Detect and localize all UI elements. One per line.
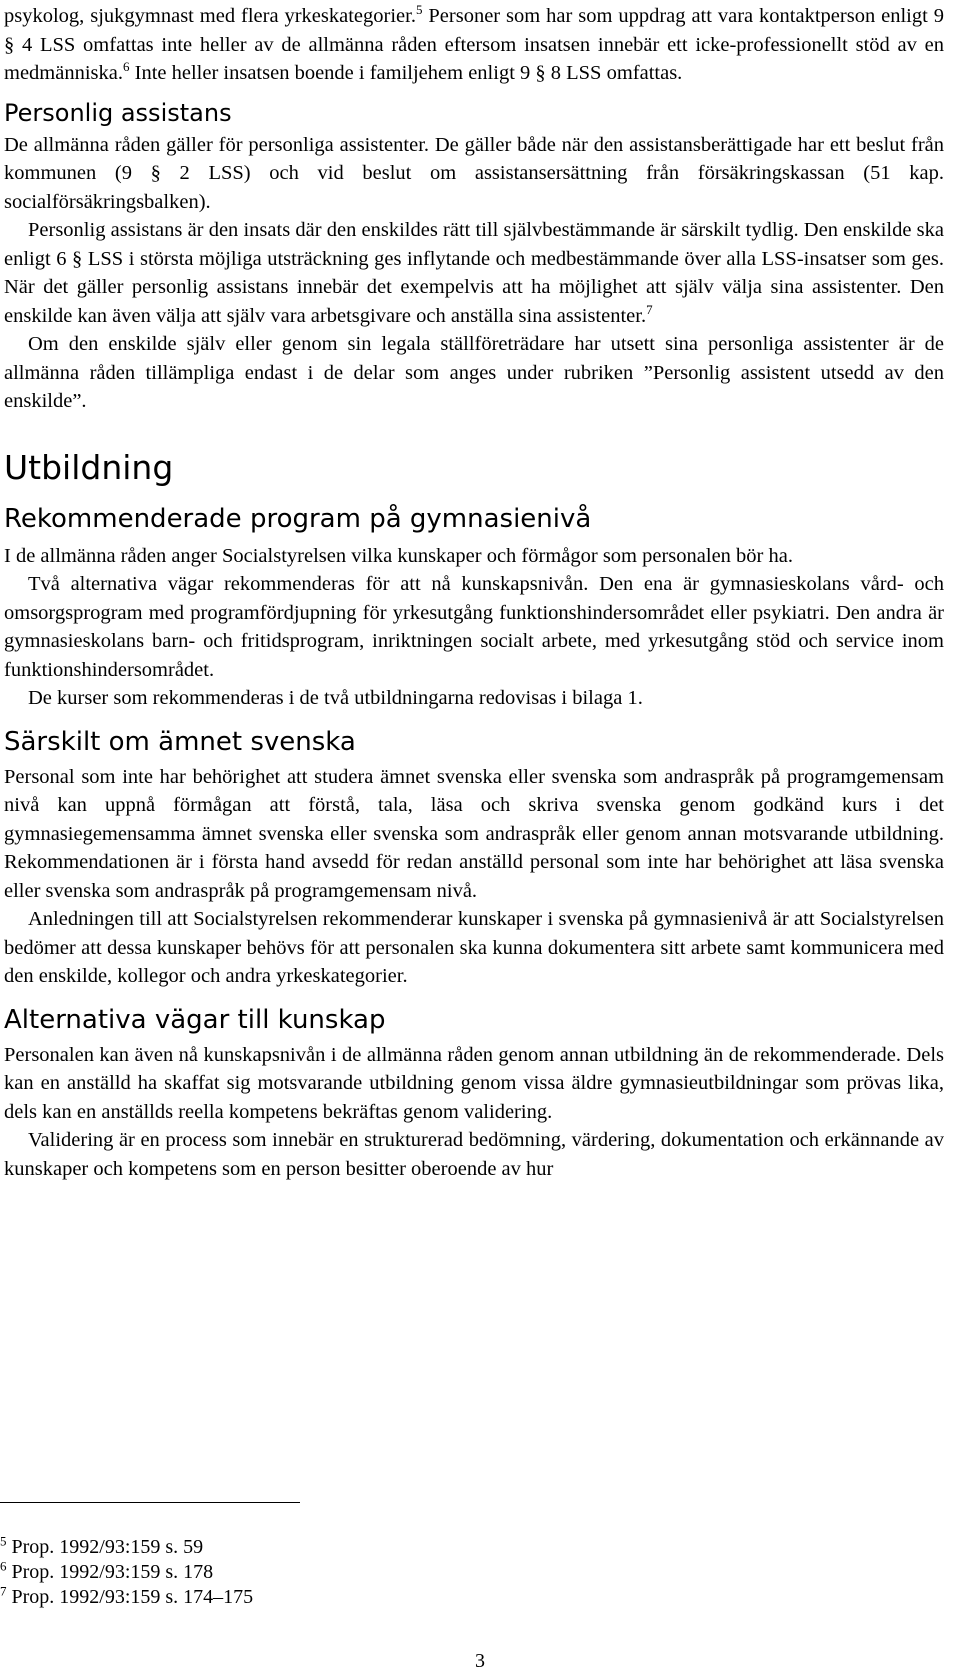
page-number: 3 bbox=[475, 1650, 485, 1672]
heading-utbildning: Utbildning bbox=[4, 447, 174, 487]
utbildning-paragraph-1: I de allmänna råden anger Socialstyrelsen vilka kunskaper och förmågor som personalen bör ha. bbox=[4, 544, 793, 567]
heading-svenska: Särskilt om ämnet svenska bbox=[4, 726, 356, 757]
footnote-6 bbox=[0, 1560, 600, 1585]
footnote-number: 6 bbox=[0, 1558, 7, 1574]
utbildning-paragraph-2: Två alternativa vägar rekommenderas för att nå kunskapsnivån. Den ena är gymnasieskolans vård- och omsorgsprogram med programfördjupning för yrkesutgång funktionshindersområdet eller psykiatri. Den andra är gymnasieskolans barn- och fritidsprogram, inriktningen socialt arbete, med yrkesutgång stöd och service inom funktionshindersområdet. bbox=[4, 573, 944, 681]
personlig-paragraph-2 bbox=[4, 216, 944, 330]
personlig-paragraph-3: Om den enskilde själv eller genom sin legala ställföreträdare har utsett sina personliga assistenter är de allmänna råden tillämpliga endast i de delar som anges under rubriken ”Personlig assistent utsedd av den enskilde”. bbox=[4, 333, 944, 412]
alternativa-paragraph-2: Validering är en process som innebär en strukturerad bedömning, värdering, dokumentation och erkännande av kunskaper och kompetens som en person besitter oberoende av hur bbox=[4, 1129, 944, 1180]
heading-alternativa-vagar: Alternativa vägar till kunskap bbox=[4, 1004, 386, 1035]
heading-personlig-assistans: Personlig assistans bbox=[4, 98, 232, 127]
svenska-paragraph-1: Personal som inte har behörighet att studera ämnet svenska eller svenska som andraspråk på programgemensam nivå kan uppnå förmågan att förstå, tala, läsa och skriva svenska genom godkänd kurs i det gymnasiegemensamma ämnet svenska eller svenska som andraspråk eller genom annan motsvarande utbildning. Rekommendationen är i första hand avsedd för redan anställd personal som inte har behörighet att läsa svenska eller svenska som andraspråk på programgemensam nivå. bbox=[4, 765, 944, 902]
heading-rekommenderade-program: Rekommenderade program på gymnasienivå bbox=[4, 503, 592, 534]
footnote-7 bbox=[0, 1585, 600, 1610]
footnote-number: 7 bbox=[0, 1583, 7, 1599]
footnote-ref-7[interactable]: 7 bbox=[646, 301, 653, 317]
document-page bbox=[4, 0, 944, 1183]
svenska-paragraph-2: Anledningen till att Socialstyrelsen rekommenderar kunskaper i svenska på gymnasienivå är att Socialstyrelsen bedömer att dessa kunskaper behövs för att personalen ska kunna dokumentera sitt arbete samt kommunicera med den enskilde, kollegor och andra yrkeskategorier. bbox=[4, 908, 944, 987]
footnote-ref-5[interactable]: 5 bbox=[415, 2, 423, 18]
personlig-paragraph-2-text: Personlig assistans är den insats där den enskildes rätt till självbestämmande är särskilt tydlig. Den enskilde ska enligt 6 § LSS i största möjliga utsträckning ges inflytande och medbestämmande över alla LSS-insatser som ges. När det gäller personlig assistans innebär det exempelvis att ha möjlighet att själv välja sina assistenter. Den enskilde kan även välja att själv vara arbetsgivare och anställa sina assistenter. bbox=[4, 219, 944, 327]
intro-paragraph bbox=[4, 2, 944, 88]
footnote-ref-6[interactable]: 6 bbox=[123, 59, 130, 75]
footnote-5 bbox=[0, 1535, 600, 1560]
alternativa-paragraph-1: Personalen kan även nå kunskapsnivån i de allmänna råden genom annan utbildning än de rekommenderade. Dels kan en anställd ha skaffat sig motsvarande utbildning genom vissa äldre gymnasieutbildningar som prövas lika, dels kan en anställds reella kompetens bekräftas genom validering. bbox=[4, 1043, 944, 1123]
footnote-text: Prop. 1992/93:159 s. 174–175 bbox=[11, 1586, 254, 1608]
footnote-separator bbox=[0, 1502, 300, 1503]
footnote-number: 5 bbox=[0, 1533, 7, 1549]
footnotes bbox=[0, 1535, 600, 1610]
personlig-paragraph-1: De allmänna råden gäller för personliga assistenter. De gäller både när den assistansberättigade har ett beslut från kommunen (9 § 2 LSS) och vid beslut om assistansersättning från försäkringskassan (51 kap. socialförsäkringsbalken). bbox=[4, 133, 944, 213]
intro-text-b: Personer som har som uppdrag att vara kontaktperson enligt 9 § 4 LSS omfattas inte heller av de allmänna råden eftersom insatsen innebär ett icke-professionellt stöd av en medmänniska. bbox=[4, 5, 944, 84]
intro-text-a: psykolog, sjukgymnast med flera yrkeskategorier. bbox=[4, 5, 416, 27]
footnote-text: Prop. 1992/93:159 s. 59 bbox=[11, 1536, 204, 1558]
utbildning-paragraph-3: De kurser som rekommenderas i de två utbildningarna redovisas i bilaga 1. bbox=[28, 687, 643, 709]
intro-text-c: Inte heller insatsen boende i familjehem enligt 9 § 8 LSS omfattas. bbox=[129, 62, 683, 84]
footnote-text: Prop. 1992/93:159 s. 178 bbox=[11, 1561, 214, 1583]
